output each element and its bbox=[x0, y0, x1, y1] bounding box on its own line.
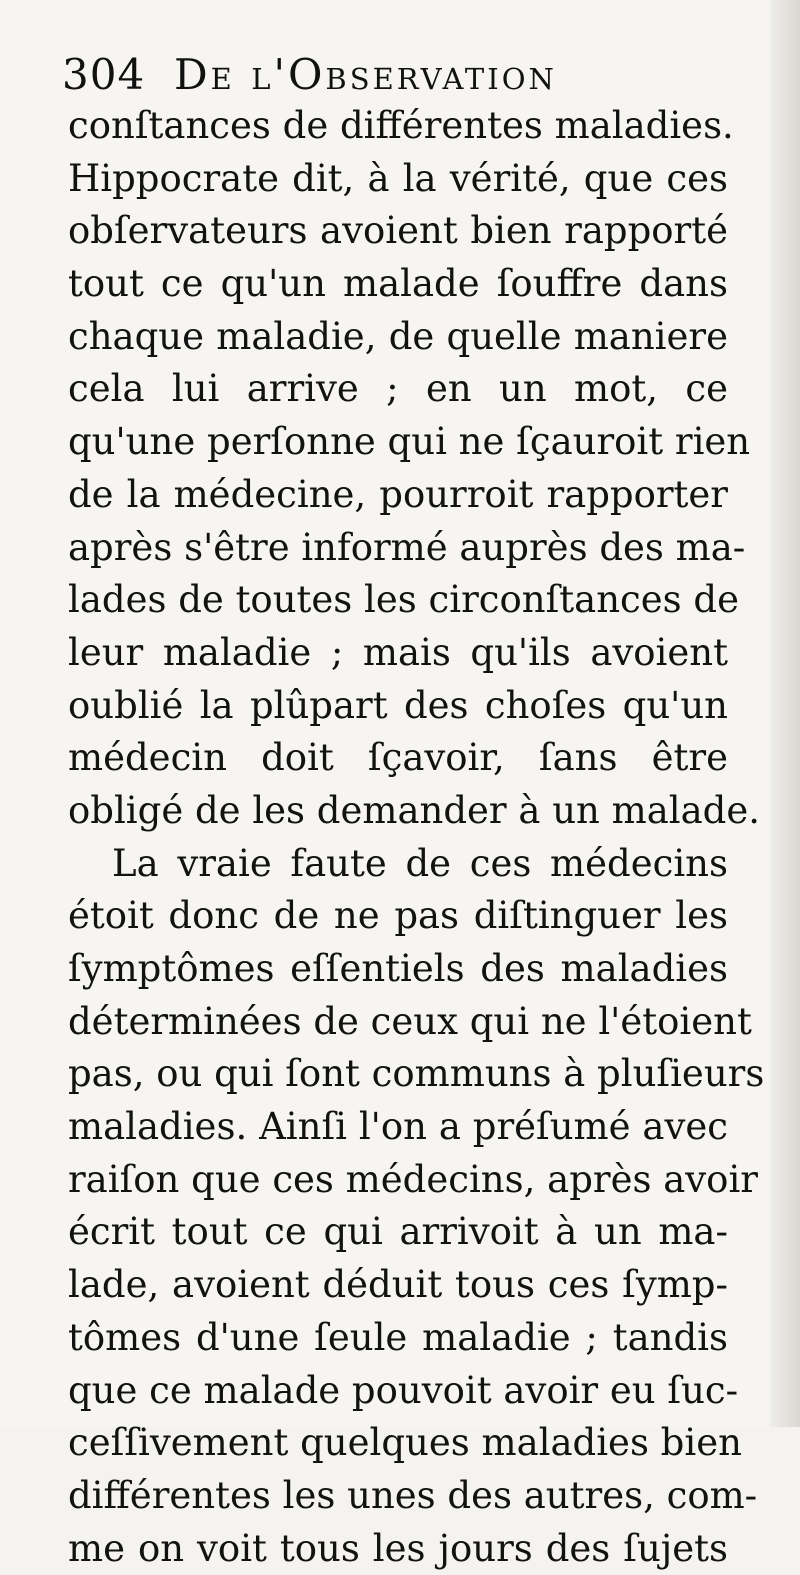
text-line: obſervateurs avoient bien rapporté bbox=[68, 209, 728, 253]
paragraph-start-line: La vraie faute de ces médecins bbox=[112, 841, 728, 885]
text-line: Hippocrate dit, à la vérité, que ces bbox=[68, 156, 728, 200]
text-line: différentes les unes des autres, com- bbox=[68, 1473, 758, 1517]
text-line: déterminées de ceux qui ne l'étoient bbox=[68, 999, 752, 1043]
text-line: me on voit tous les jours des ſujets bbox=[68, 1526, 728, 1570]
body-text bbox=[68, 100, 765, 1575]
text-line: chaque maladie, de quelle maniere bbox=[68, 314, 728, 358]
text-line: ceſſivement quelques maladies bien bbox=[68, 1421, 742, 1465]
text-line: pas, ou qui ſont communs à pluſieurs bbox=[68, 1052, 765, 1096]
text-line: lades de toutes les circonſtances de bbox=[68, 578, 740, 622]
text-line: que ce malade pouvoit avoir eu ſuc- bbox=[68, 1368, 739, 1412]
page-edge-shadow bbox=[770, 0, 800, 1427]
page-number: 304 bbox=[62, 50, 146, 99]
page-header bbox=[62, 40, 742, 102]
text-line: leur maladie ; mais qu'ils avoient bbox=[68, 630, 728, 674]
text-line: médecin doit ſçavoir, ſans être bbox=[68, 736, 728, 780]
text-line: tômes d'une ſeule maladie ; tandis bbox=[68, 1315, 728, 1359]
text-line: écrit tout ce qui arrivoit à un ma- bbox=[68, 1210, 728, 1254]
text-line: oublié la plûpart des choſes qu'un bbox=[68, 683, 728, 727]
text-line: qu'une perſonne qui ne ſçauroit rien bbox=[68, 420, 751, 464]
text-line: ſymptômes eſſentiels des maladies bbox=[68, 947, 728, 990]
text-line: raiſon que ces médecins, après avoir bbox=[68, 1157, 758, 1201]
running-title: De l'Observation bbox=[174, 50, 557, 99]
text-line: tout ce qu'un malade ſouffre dans bbox=[68, 262, 728, 306]
text-line: étoit donc de ne pas diſtinguer les bbox=[68, 894, 728, 938]
text-line: cela lui arrive ; en un mot, ce bbox=[68, 367, 728, 411]
text-line: maladies. Ainſi l'on a préſumé avec bbox=[68, 1105, 728, 1149]
text-line: conſtances de différentes maladies. bbox=[68, 104, 734, 147]
text-line: après s'être informé auprès des ma- bbox=[68, 525, 746, 569]
text-line: de la médecine, pourroit rapporter bbox=[68, 472, 728, 516]
text-line: lade, avoient déduit tous ces ſymp- bbox=[68, 1263, 728, 1307]
paragraph-end-line: obligé de les demander à un malade. bbox=[68, 788, 760, 832]
